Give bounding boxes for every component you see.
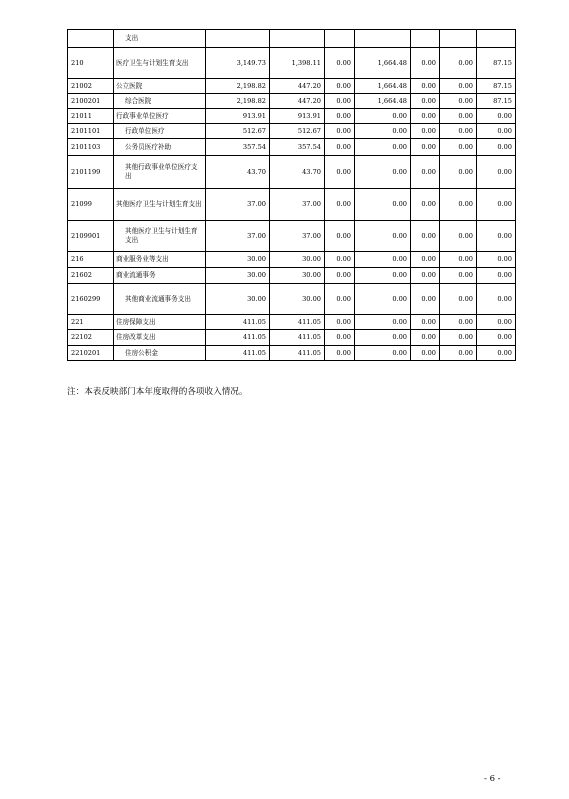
row-value-v6: 0.00 xyxy=(440,330,477,346)
row-value-v7: 0.00 xyxy=(477,284,516,315)
page-number: - 6 - xyxy=(484,774,501,784)
row-code: 21099 xyxy=(68,189,114,221)
table-row xyxy=(68,189,516,221)
row-value-v3: 0.00 xyxy=(325,221,355,252)
row-code: 2100201 xyxy=(68,94,114,109)
row-value-v4: 1,664.48 xyxy=(355,94,411,109)
row-code: 2101103 xyxy=(68,139,114,156)
row-value-v2: 357.54 xyxy=(270,139,325,156)
table-row xyxy=(68,124,516,139)
row-value-v5: 0.00 xyxy=(411,346,440,361)
row-value-v3: 0.00 xyxy=(325,315,355,330)
row-code: 2101101 xyxy=(68,124,114,139)
row-value-v4: 1,664.48 xyxy=(355,79,411,94)
row-value-v3: 0.00 xyxy=(325,139,355,156)
row-value-v2: 1,398.11 xyxy=(270,48,325,79)
row-value-v7: 0.00 xyxy=(477,346,516,361)
row-value-v2: 37.00 xyxy=(270,221,325,252)
row-value-v4 xyxy=(355,30,411,48)
row-value-v1: 37.00 xyxy=(206,221,270,252)
table-row xyxy=(68,79,516,94)
row-value-v7: 87.15 xyxy=(477,48,516,79)
row-value-v3: 0.00 xyxy=(325,109,355,124)
row-code: 21011 xyxy=(68,109,114,124)
table-row xyxy=(68,221,516,252)
row-name: 住房改革支出 xyxy=(114,330,206,346)
row-value-v1: 37.00 xyxy=(206,189,270,221)
table-row xyxy=(68,346,516,361)
table-row xyxy=(68,94,516,109)
row-value-v2: 30.00 xyxy=(270,252,325,268)
row-value-v7: 0.00 xyxy=(477,315,516,330)
row-value-v2: 411.05 xyxy=(270,346,325,361)
row-value-v6: 0.00 xyxy=(440,189,477,221)
row-value-v7: 0.00 xyxy=(477,124,516,139)
row-value-v7: 0.00 xyxy=(477,221,516,252)
row-value-v1: 411.05 xyxy=(206,346,270,361)
row-value-v6: 0.00 xyxy=(440,156,477,189)
income-table xyxy=(67,29,516,361)
row-name: 综合医院 xyxy=(114,94,206,109)
row-value-v3: 0.00 xyxy=(325,79,355,94)
row-code: 2160299 xyxy=(68,284,114,315)
row-value-v6: 0.00 xyxy=(440,94,477,109)
row-value-v4: 0.00 xyxy=(355,252,411,268)
row-value-v6: 0.00 xyxy=(440,268,477,284)
row-value-v5: 0.00 xyxy=(411,268,440,284)
row-value-v2: 30.00 xyxy=(270,268,325,284)
row-value-v7 xyxy=(477,30,516,48)
row-value-v5: 0.00 xyxy=(411,139,440,156)
table-row xyxy=(68,284,516,315)
row-value-v7: 0.00 xyxy=(477,189,516,221)
row-value-v4: 0.00 xyxy=(355,156,411,189)
row-value-v4: 0.00 xyxy=(355,124,411,139)
row-value-v3: 0.00 xyxy=(325,48,355,79)
row-code: 22102 xyxy=(68,330,114,346)
row-value-v3: 0.00 xyxy=(325,156,355,189)
row-value-v7: 0.00 xyxy=(477,109,516,124)
row-value-v1: 3,149.73 xyxy=(206,48,270,79)
row-value-v5: 0.00 xyxy=(411,156,440,189)
row-value-v2: 30.00 xyxy=(270,284,325,315)
row-value-v6: 0.00 xyxy=(440,124,477,139)
row-value-v4: 0.00 xyxy=(355,330,411,346)
row-value-v7: 0.00 xyxy=(477,330,516,346)
row-value-v2: 411.05 xyxy=(270,315,325,330)
row-value-v4: 1,664.48 xyxy=(355,48,411,79)
row-value-v3: 0.00 xyxy=(325,268,355,284)
row-name: 支出 xyxy=(114,30,206,48)
row-value-v2: 447.20 xyxy=(270,94,325,109)
row-name: 商业服务业等支出 xyxy=(114,252,206,268)
table-row xyxy=(68,252,516,268)
table-body xyxy=(68,30,516,361)
row-value-v1: 411.05 xyxy=(206,315,270,330)
row-value-v2: 913.91 xyxy=(270,109,325,124)
row-value-v5: 0.00 xyxy=(411,124,440,139)
row-value-v1: 357.54 xyxy=(206,139,270,156)
table-row xyxy=(68,156,516,189)
row-code: 216 xyxy=(68,252,114,268)
row-value-v6: 0.00 xyxy=(440,139,477,156)
row-value-v5: 0.00 xyxy=(411,48,440,79)
row-value-v3: 0.00 xyxy=(325,346,355,361)
row-value-v4: 0.00 xyxy=(355,284,411,315)
row-value-v5: 0.00 xyxy=(411,79,440,94)
table-row xyxy=(68,330,516,346)
row-value-v5: 0.00 xyxy=(411,284,440,315)
row-value-v4: 0.00 xyxy=(355,346,411,361)
row-code: 2109901 xyxy=(68,221,114,252)
row-value-v1: 913.91 xyxy=(206,109,270,124)
row-value-v5: 0.00 xyxy=(411,315,440,330)
row-value-v3 xyxy=(325,30,355,48)
table-row xyxy=(68,139,516,156)
row-value-v2 xyxy=(270,30,325,48)
row-value-v5: 0.00 xyxy=(411,252,440,268)
row-value-v5: 0.00 xyxy=(411,221,440,252)
row-name: 其他医疗卫生与计划生育支出 xyxy=(114,189,206,221)
row-value-v6: 0.00 xyxy=(440,315,477,330)
row-name: 其他行政事业单位医疗支出 xyxy=(114,156,206,189)
row-value-v1: 30.00 xyxy=(206,284,270,315)
row-value-v3: 0.00 xyxy=(325,330,355,346)
row-name: 住房保障支出 xyxy=(114,315,206,330)
row-value-v2: 447.20 xyxy=(270,79,325,94)
row-value-v6: 0.00 xyxy=(440,346,477,361)
row-name: 行政事业单位医疗 xyxy=(114,109,206,124)
row-value-v4: 0.00 xyxy=(355,109,411,124)
row-value-v4: 0.00 xyxy=(355,268,411,284)
row-code: 2101199 xyxy=(68,156,114,189)
row-value-v1 xyxy=(206,30,270,48)
row-value-v2: 512.67 xyxy=(270,124,325,139)
table-row xyxy=(68,30,516,48)
table-row xyxy=(68,109,516,124)
row-name: 公务员医疗补助 xyxy=(114,139,206,156)
row-value-v1: 411.05 xyxy=(206,330,270,346)
table-note: 注：本表反映部门本年度取得的各项收入情况。 xyxy=(67,387,248,397)
row-value-v1: 2,198.82 xyxy=(206,79,270,94)
row-code: 210 xyxy=(68,48,114,79)
row-code: 21002 xyxy=(68,79,114,94)
row-name: 其他商业流通事务支出 xyxy=(114,284,206,315)
row-value-v6: 0.00 xyxy=(440,109,477,124)
row-value-v7: 0.00 xyxy=(477,156,516,189)
row-name: 住房公积金 xyxy=(114,346,206,361)
row-value-v4: 0.00 xyxy=(355,221,411,252)
row-value-v2: 411.05 xyxy=(270,330,325,346)
row-name: 行政单位医疗 xyxy=(114,124,206,139)
row-value-v7: 0.00 xyxy=(477,268,516,284)
row-value-v6: 0.00 xyxy=(440,284,477,315)
row-value-v1: 30.00 xyxy=(206,252,270,268)
row-value-v2: 43.70 xyxy=(270,156,325,189)
row-value-v1: 30.00 xyxy=(206,268,270,284)
row-value-v5: 0.00 xyxy=(411,94,440,109)
row-value-v4: 0.00 xyxy=(355,189,411,221)
row-name: 医疗卫生与计划生育支出 xyxy=(114,48,206,79)
row-value-v3: 0.00 xyxy=(325,252,355,268)
row-code xyxy=(68,30,114,48)
row-value-v7: 0.00 xyxy=(477,139,516,156)
row-value-v6 xyxy=(440,30,477,48)
row-name: 商业流通事务 xyxy=(114,268,206,284)
row-name: 其他医疗卫生与计划生育支出 xyxy=(114,221,206,252)
row-value-v5: 0.00 xyxy=(411,330,440,346)
row-value-v7: 87.15 xyxy=(477,94,516,109)
row-value-v3: 0.00 xyxy=(325,94,355,109)
row-value-v6: 0.00 xyxy=(440,221,477,252)
row-value-v3: 0.00 xyxy=(325,189,355,221)
row-value-v4: 0.00 xyxy=(355,139,411,156)
row-value-v6: 0.00 xyxy=(440,252,477,268)
row-value-v3: 0.00 xyxy=(325,124,355,139)
row-value-v7: 87.15 xyxy=(477,79,516,94)
table-row xyxy=(68,268,516,284)
row-value-v5: 0.00 xyxy=(411,189,440,221)
row-value-v7: 0.00 xyxy=(477,252,516,268)
row-value-v4: 0.00 xyxy=(355,315,411,330)
row-code: 221 xyxy=(68,315,114,330)
row-value-v5 xyxy=(411,30,440,48)
row-value-v2: 37.00 xyxy=(270,189,325,221)
row-value-v1: 43.70 xyxy=(206,156,270,189)
row-code: 21602 xyxy=(68,268,114,284)
table-row xyxy=(68,315,516,330)
row-value-v3: 0.00 xyxy=(325,284,355,315)
row-name: 公立医院 xyxy=(114,79,206,94)
row-value-v5: 0.00 xyxy=(411,109,440,124)
row-code: 2210201 xyxy=(68,346,114,361)
row-value-v6: 0.00 xyxy=(440,79,477,94)
table-row xyxy=(68,48,516,79)
row-value-v1: 2,198.82 xyxy=(206,94,270,109)
row-value-v6: 0.00 xyxy=(440,48,477,79)
row-value-v1: 512.67 xyxy=(206,124,270,139)
